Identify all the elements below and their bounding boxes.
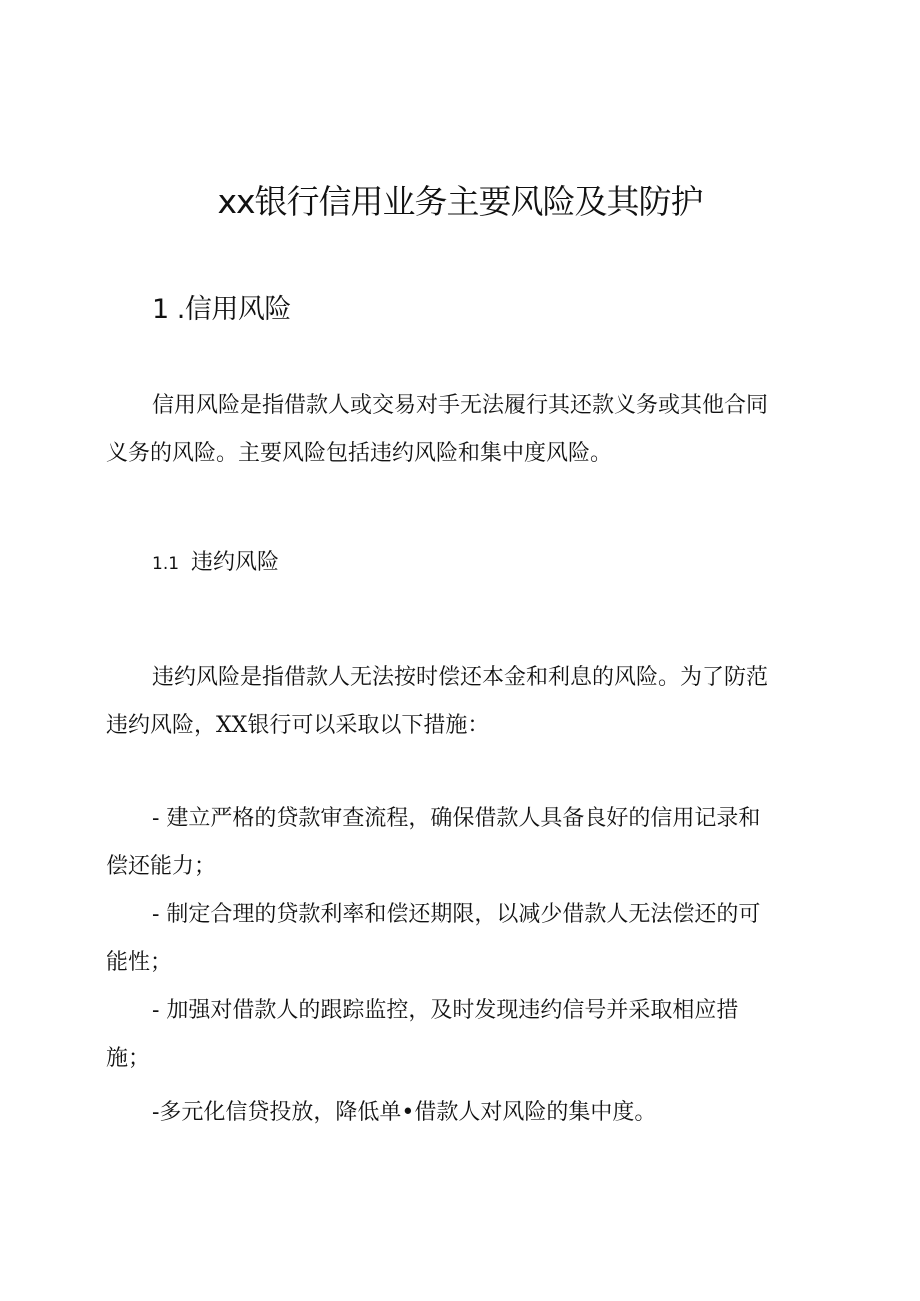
paragraph-line: 违约风险是指借款人无法按时偿还本金和利息的风险。为了防范 [152,665,769,690]
paragraph-line: 信用风险是指借款人或交易对手无法履行其还款义务或其他合同 [152,393,769,418]
default-risk-paragraph [106,654,806,750]
document-title: xx银行信用业务主要风险及其防护 [217,182,703,221]
paragraph-line: 义务的风险。主要风险包括违约风险和集中度风险。 [106,441,613,466]
subsection-title: 违约风险 [191,550,280,575]
measure-line: - 加强对借款人的跟踪监控，及时发现违约信号并采取相应措 [152,998,739,1023]
measure-item [106,795,806,891]
measure-item [106,1089,806,1137]
section-heading-credit-risk: 1 .信用风险 [152,294,291,325]
measure-line: - 制定合理的贷款利率和偿还期限，以减少借款人无法偿还的可 [152,902,761,927]
measure-line: -多元化信贷投放，降低单•借款人对风险的集中度。 [152,1100,657,1125]
measure-item [106,891,806,987]
paragraph-line: 违约风险，XX银行可以采取以下措施： [106,713,490,738]
measure-line: 能性； [106,950,173,975]
measure-item [106,987,806,1083]
subsection-number: 1.1 [152,554,180,574]
measure-line: 施； [106,1046,151,1071]
subsection-heading-default-risk [152,548,279,579]
credit-risk-paragraph [106,382,806,478]
measure-line: 偿还能力； [106,854,217,879]
measure-line: - 建立严格的贷款审查流程，确保借款人具备良好的信用记录和 [152,806,761,831]
